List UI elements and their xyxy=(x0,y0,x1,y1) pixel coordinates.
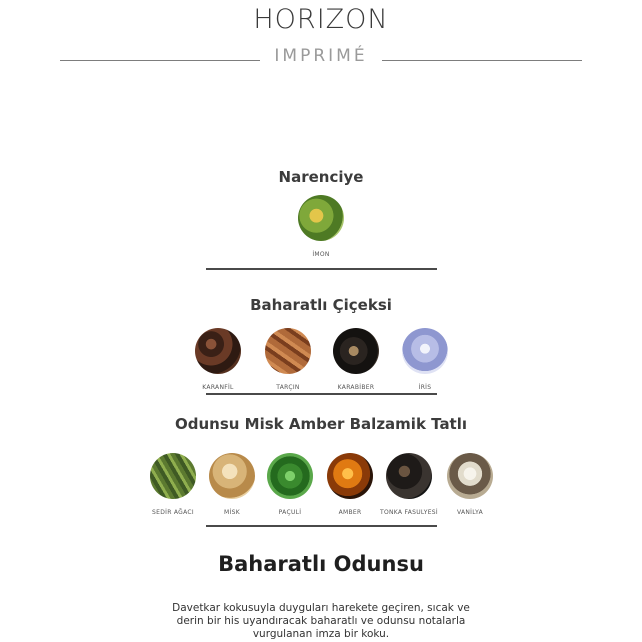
note-amber xyxy=(320,453,380,516)
section-divider xyxy=(206,393,437,395)
description-line: vurgulanan imza bir koku. xyxy=(252,628,390,640)
vanilla-icon xyxy=(447,453,493,499)
note-cedar xyxy=(140,453,206,516)
brand-title: HORIZON xyxy=(253,4,389,35)
description-line: Davetkar kokusuyla duyguları harekete geçiren, sıcak ve xyxy=(172,602,470,614)
patchouli-icon xyxy=(267,453,313,499)
note-label: KARANFİL xyxy=(202,384,234,391)
note-patchouli xyxy=(260,453,320,516)
description-line: derin bir his uyandıracak baharatlı ve odunsu notalarla xyxy=(176,615,466,627)
black-pepper-icon xyxy=(333,328,379,374)
note-black-pepper xyxy=(326,328,386,391)
note-cinnamon xyxy=(258,328,318,391)
section-divider xyxy=(206,525,437,527)
musk-icon xyxy=(209,453,255,499)
note-label: VANİLYA xyxy=(456,509,484,516)
clove-icon xyxy=(195,328,241,374)
cedar-icon xyxy=(150,453,196,499)
note-vanilla xyxy=(440,453,500,516)
brand-subtitle-row xyxy=(60,46,582,68)
note-label: İRİS xyxy=(418,384,432,391)
section-divider xyxy=(206,268,437,270)
lemon-icon xyxy=(298,195,344,241)
brand-subtitle: IMPRIMÉ xyxy=(274,46,368,66)
note-label: PAÇULİ xyxy=(278,509,302,516)
amber-icon xyxy=(327,453,373,499)
note-label: TARÇIN xyxy=(276,384,300,391)
note-label: AMBER xyxy=(338,509,362,516)
iris-icon xyxy=(402,328,448,374)
note-iris xyxy=(395,328,455,391)
section-title-spicy-floral: Baharatlı Çiçeksi xyxy=(250,296,392,314)
note-label: TONKA FASULYESİ xyxy=(379,509,438,516)
tonka-bean-icon xyxy=(386,453,432,499)
note-tonka-bean xyxy=(376,453,442,516)
fragrance-family-title: Baharatlı Odunsu xyxy=(218,552,424,576)
section-title-woody-musk: Odunsu Misk Amber Balzamik Tatlı xyxy=(174,415,468,433)
note-label: KARABİBER xyxy=(337,384,375,391)
note-label: MİSK xyxy=(224,509,240,516)
note-clove xyxy=(188,328,248,391)
subtitle-right-rule xyxy=(382,60,582,61)
note-label: İMON xyxy=(312,251,330,258)
note-lemon xyxy=(293,195,349,258)
note-musk xyxy=(202,453,262,516)
section-title-citrus: Narenciye xyxy=(278,168,364,186)
fragrance-description xyxy=(150,602,492,641)
note-label: SEDİR AĞACI xyxy=(152,509,194,516)
cinnamon-icon xyxy=(265,328,311,374)
